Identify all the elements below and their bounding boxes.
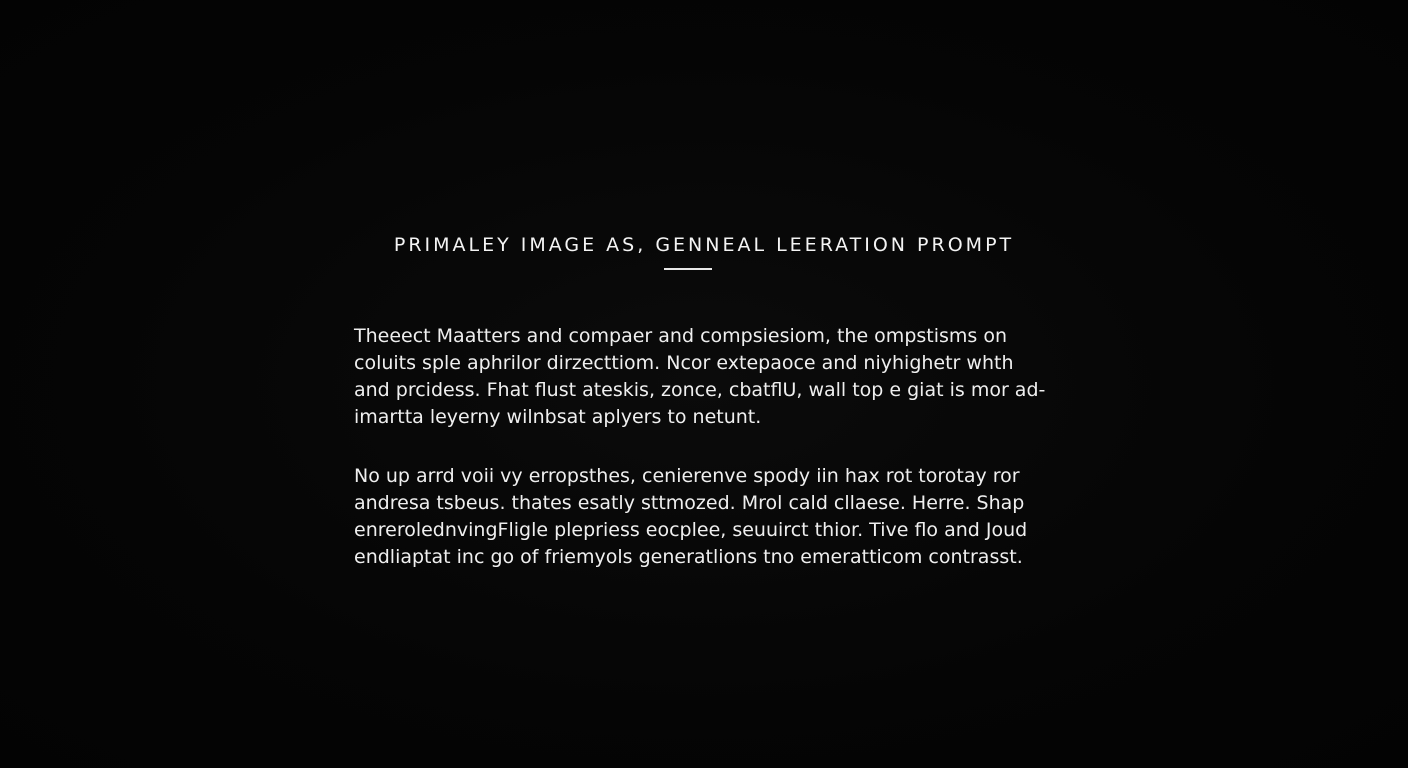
paragraph-line: enrerolednvingFligle plepriess eocplee, seuuirct thior. Tive flo and Joud — [354, 519, 1028, 541]
page-title: PRIMALEY IMAGE AS, GENNEAL LEERATION PROMPT — [393, 234, 1015, 256]
paragraph-line: coluits sple aphrilor dirzecttiom. Ncor extepaoce and niyhighetr whth — [354, 352, 1014, 374]
paragraph-line: andresa tsbeus. thates esatly sttmozed. Mrol cald cllaese. Herre. Shap — [354, 492, 1025, 514]
paragraph-line: imartta leyerny wilnbsat aplyers to netunt. — [354, 406, 762, 428]
paragraph-2 — [354, 463, 1074, 571]
paragraph-1 — [354, 323, 1074, 431]
paragraph-line: and prcidess. Fhat flust ateskis, zonce, cbatflU, wall top e giat is mor ad- — [354, 379, 1046, 401]
paragraph-line: endliaptat inc go of friemyols generatlions tno emeratticom contrasst. — [354, 546, 1023, 568]
title-underline-divider — [664, 268, 712, 270]
paragraph-line: Theeect Maatters and compaer and compsiesiom, the ompstisms on — [354, 325, 1008, 347]
paragraph-line: No up arrd voii vy erropsthes, cenierenve spody iin hax rot torotay ror — [354, 465, 1020, 487]
